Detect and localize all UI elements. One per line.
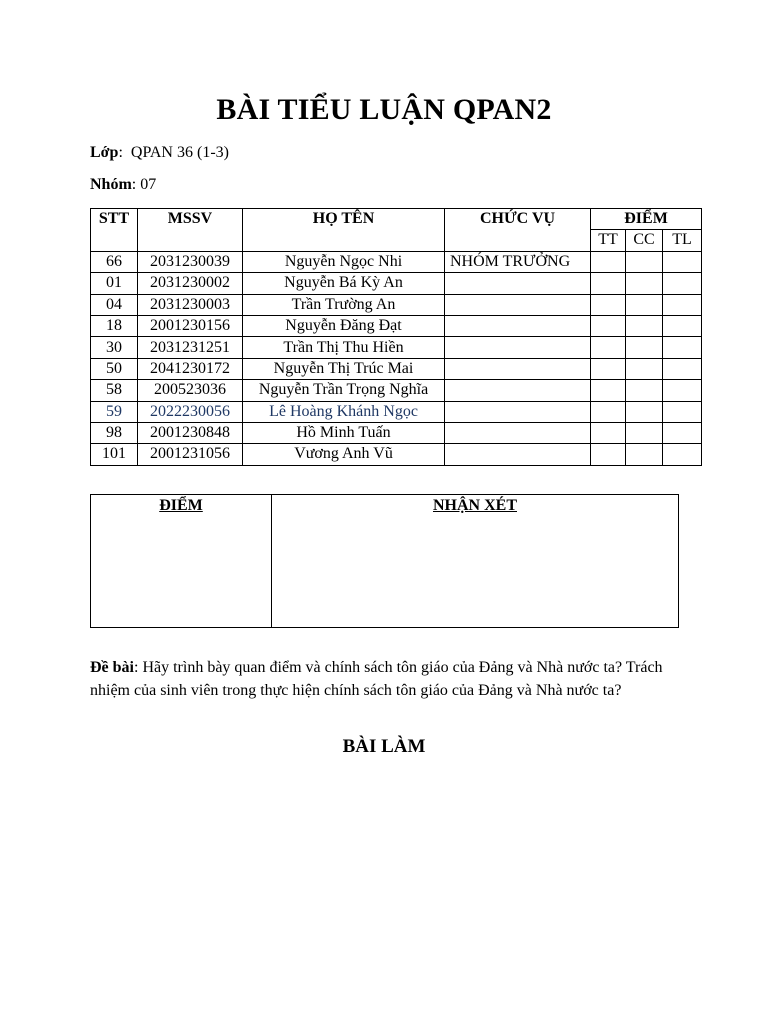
cell-mssv: 2001230848 [138,422,243,443]
cell-mssv: 2001231056 [138,444,243,465]
cell-mssv: 2031230039 [138,251,243,272]
header-score: ĐIỂM [591,209,702,230]
cell-stt: 30 [91,337,138,358]
cell-score-cc [626,294,663,315]
cell-score-tt [591,401,626,422]
cell-stt: 66 [91,251,138,272]
cell-role [445,380,591,401]
cell-score-tl [663,380,702,401]
cell-score-cc [626,422,663,443]
cell-name: Trần Trường An [243,294,445,315]
cell-score-cc [626,337,663,358]
table-row [91,444,702,465]
cell-name: Nguyễn Trần Trọng Nghĩa [243,380,445,401]
group-line: Nhóm: 07 [90,176,157,193]
cell-mssv: 2001230156 [138,315,243,336]
cell-stt: 50 [91,358,138,379]
table-row [91,337,702,358]
cell-score-tl [663,401,702,422]
cell-name: Nguyễn Bá Kỳ An [243,273,445,294]
cell-score-cc [626,380,663,401]
section-title: BÀI LÀM [342,736,426,757]
review-score-header: ĐIỂM [91,495,272,628]
table-row [91,380,702,401]
class-line: Lớp: QPAN 36 (1-3) [90,144,229,161]
cell-mssv: 2022230056 [138,401,243,422]
cell-score-cc [626,251,663,272]
cell-score-tt [591,422,626,443]
table-row [91,422,702,443]
cell-stt: 59 [91,401,138,422]
cell-score-tt [591,315,626,336]
cell-score-tt [591,337,626,358]
cell-name: Nguyễn Đăng Đạt [243,315,445,336]
group-value: 07 [140,176,157,193]
cell-stt: 101 [91,444,138,465]
cell-score-tl [663,444,702,465]
cell-name: Vương Anh Vũ [243,444,445,465]
cell-score-tl [663,358,702,379]
table-row [91,273,702,294]
cell-role [445,273,591,294]
header-score-tl: TL [663,230,702,251]
cell-score-tl [663,422,702,443]
cell-role: NHÓM TRƯỞNG [445,251,591,272]
class-label: Lớp [90,144,119,161]
cell-stt: 58 [91,380,138,401]
cell-score-tl [663,294,702,315]
cell-name: Trần Thị Thu Hiền [243,337,445,358]
table-row [91,401,702,422]
cell-score-tt [591,358,626,379]
table-row [91,358,702,379]
cell-score-tl [663,315,702,336]
cell-stt: 04 [91,294,138,315]
cell-score-tl [663,251,702,272]
table-row [91,251,702,272]
group-label: Nhóm [90,176,132,193]
cell-score-cc [626,444,663,465]
cell-score-cc [626,315,663,336]
cell-mssv: 200523036 [138,380,243,401]
assignment-prompt: Đề bài: Hãy trình bày quan điểm và chính sách tôn giáo của Đảng và Nhà nước ta? Trách nhiệm của sinh viên trong thực hiện chính sách tôn giáo của Đảng và Nhà nước ta? [90,659,663,699]
cell-mssv: 2031230002 [138,273,243,294]
members-table [90,208,702,466]
cell-score-tt [591,251,626,272]
cell-score-tl [663,337,702,358]
cell-score-tt [591,294,626,315]
cell-role [445,337,591,358]
prompt-text: Hãy trình bày quan điểm và chính sách tôn giáo của Đảng và Nhà nước ta? Trách nhiệm của sinh viên trong thực hiện chính sách tôn giáo của Đảng và Nhà nước ta? [90,659,663,699]
cell-role [445,358,591,379]
header-role: CHỨC VỤ [445,209,591,252]
class-value: QPAN 36 (1-3) [130,144,229,161]
header-name: HỌ TÊN [243,209,445,252]
cell-name: Hồ Minh Tuấn [243,422,445,443]
cell-score-cc [626,273,663,294]
cell-name: Lê Hoàng Khánh Ngọc [243,401,445,422]
table-row [91,315,702,336]
review-table [90,494,679,628]
header-mssv: MSSV [138,209,243,252]
document-title: BÀI TIỂU LUẬN QPAN2 [216,93,552,126]
cell-stt: 18 [91,315,138,336]
cell-role [445,422,591,443]
cell-name: Nguyễn Ngọc Nhi [243,251,445,272]
cell-score-tt [591,273,626,294]
cell-score-cc [626,401,663,422]
review-comment-header: NHẬN XÉT [272,495,679,628]
cell-stt: 98 [91,422,138,443]
cell-score-cc [626,358,663,379]
cell-mssv: 2031231251 [138,337,243,358]
header-score-cc: CC [626,230,663,251]
cell-stt: 01 [91,273,138,294]
prompt-label: Đề bài [90,659,134,676]
cell-role [445,315,591,336]
header-stt: STT [91,209,138,252]
cell-role [445,444,591,465]
cell-score-tl [663,273,702,294]
cell-role [445,294,591,315]
cell-score-tt [591,444,626,465]
table-row [91,294,702,315]
cell-mssv: 2031230003 [138,294,243,315]
cell-mssv: 2041230172 [138,358,243,379]
header-score-tt: TT [591,230,626,251]
cell-role [445,401,591,422]
cell-score-tt [591,380,626,401]
cell-name: Nguyễn Thị Trúc Mai [243,358,445,379]
